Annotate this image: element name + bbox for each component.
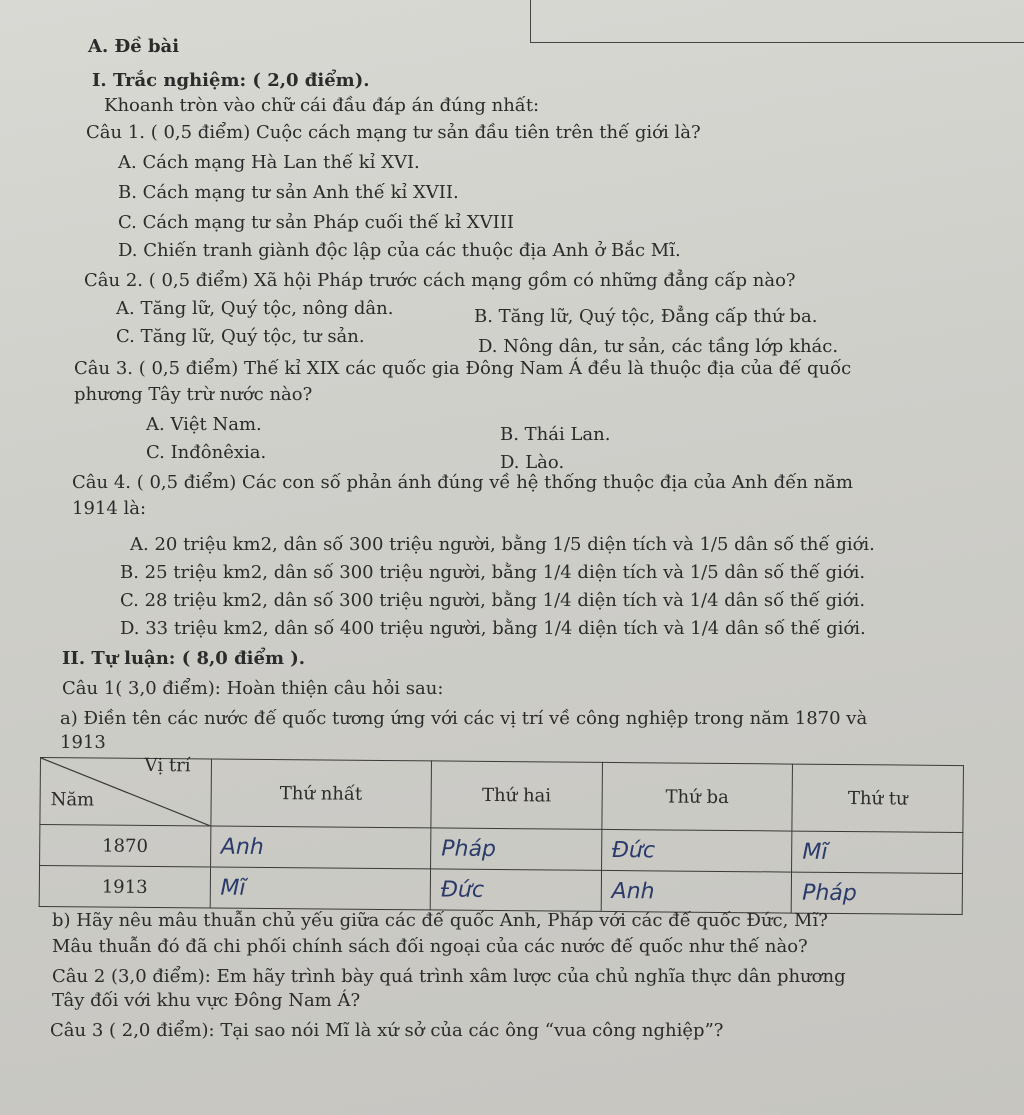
q3-option-a: A. Việt Nam. [146,414,262,435]
part2-q2-line2: Tây đối với khu vực Đông Nam Á? [52,990,361,1011]
q4-option-c: C. 28 triệu km2, dân số 300 triệu người, bằng 1/4 diện tích và 1/4 dân số thế giới. [120,590,866,611]
q2-option-d: D. Nông dân, tư sản, các tầng lớp khác. [478,336,839,357]
q3-option-b: B. Thái Lan. [500,424,611,445]
part2-q1a-line2: 1913 [60,732,106,753]
q2-stem: Câu 2. ( 0,5 điểm) Xã hội Pháp trước cách mạng gồm có những đẳng cấp nào? [84,270,796,291]
part1-title: I. Trắc nghiệm: ( 2,0 điểm). [92,70,370,91]
q1-option-b: B. Cách mạng tư sản Anh thế kỉ XVII. [118,182,459,203]
q4-stem-2: 1914 là: [72,498,147,519]
header-fourth: Thứ tư [792,764,963,833]
corner-top-label: Vị trí [144,755,191,777]
cell-1870-fourth: Mĩ [792,831,963,873]
row-year-1913: 1913 [39,866,210,908]
cell-1870-second: Pháp [431,828,602,870]
header-third: Thứ ba [602,762,793,831]
q4-option-d: D. 33 triệu km2, dân số 400 triệu người, bằng 1/4 diện tích và 1/4 dân số thế giới. [120,618,866,639]
header-second: Thứ hai [431,761,602,830]
q1-option-d: D. Chiến tranh giành độc lập của các thuộc địa Anh ở Bắc Mĩ. [118,240,681,261]
q3-option-c: C. Inđônêxia. [146,442,267,463]
q1-option-a: A. Cách mạng Hà Lan thế kỉ XVI. [118,152,420,173]
q3-stem-2: phương Tây trừ nước nào? [74,384,313,405]
q4-option-a: A. 20 triệu km2, dân số 300 triệu người, bằng 1/5 diện tích và 1/5 dân số thế giới. [130,534,875,555]
q2-option-a: A. Tăng lữ, Quý tộc, nông dân. [116,298,394,319]
table-corner-cell [40,755,211,827]
header-first: Thứ nhất [211,759,432,828]
cell-1870-third: Đức [601,830,792,872]
q4-option-b: B. 25 triệu km2, dân số 300 triệu người, bằng 1/4 diện tích và 1/5 dân số thế giới. [120,562,866,583]
q3-stem-1: Câu 3. ( 0,5 điểm) Thế kỉ XIX các quốc gia Đông Nam Á đều là thuộc địa của đế quốc [74,358,852,379]
row-year-1870: 1870 [40,825,211,867]
part2-q1a-line1: a) Điền tên các nước đế quốc tương ứng với các vị trí về công nghiệp trong năm 1870 và [60,708,868,729]
q2-option-b: B. Tăng lữ, Quý tộc, Đẳng cấp thứ ba. [474,306,818,327]
cell-1913-second: Đức [430,869,601,911]
q3-option-d: D. Lào. [500,452,565,473]
q1-option-c: C. Cách mạng tư sản Pháp cuối thế kỉ XVIII [118,212,514,233]
q4-stem-1: Câu 4. ( 0,5 điểm) Các con số phản ánh đúng về hệ thống thuộc địa của Anh đến năm [72,472,853,493]
top-frame [530,0,1024,43]
cell-1870-first: Anh [210,826,431,869]
part2-q2-line1: Câu 2 (3,0 điểm): Em hãy trình bày quá trình xâm lược của chủ nghĩa thực dân phương [52,966,846,987]
part2-q1: Câu 1( 3,0 điểm): Hoàn thiện câu hỏi sau: [62,678,444,699]
part2-q3: Câu 3 ( 2,0 điểm): Tại sao nói Mĩ là xứ sở của các ông “vua công nghiệp”? [50,1020,724,1041]
part2-q1b-line2: Mâu thuẫn đó đã chi phối chính sách đối ngoại của các nước đế quốc như thế nào? [52,936,808,957]
cell-1913-fourth: Pháp [791,872,962,914]
part2-q1b-line1: b) Hãy nêu mâu thuẫn chủ yếu giữa các đế quốc Anh, Pháp với các đế quốc Đức, Mĩ? [52,910,828,931]
q2-option-c: C. Tăng lữ, Quý tộc, tư sản. [116,326,365,347]
corner-bottom-label: Năm [50,789,95,811]
q1-stem: Câu 1. ( 0,5 điểm) Cuộc cách mạng tư sản đầu tiên trên thế giới là? [86,122,701,143]
section-title: A. Đề bài [88,36,180,57]
part2-title: II. Tự luận: ( 8,0 điểm ). [62,648,306,669]
cell-1913-third: Anh [601,871,792,914]
industry-ranking-table [39,757,964,915]
part1-instruction: Khoanh tròn vào chữ cái đầu đáp án đúng nhất: [104,95,540,116]
cell-1913-first: Mĩ [210,867,431,910]
